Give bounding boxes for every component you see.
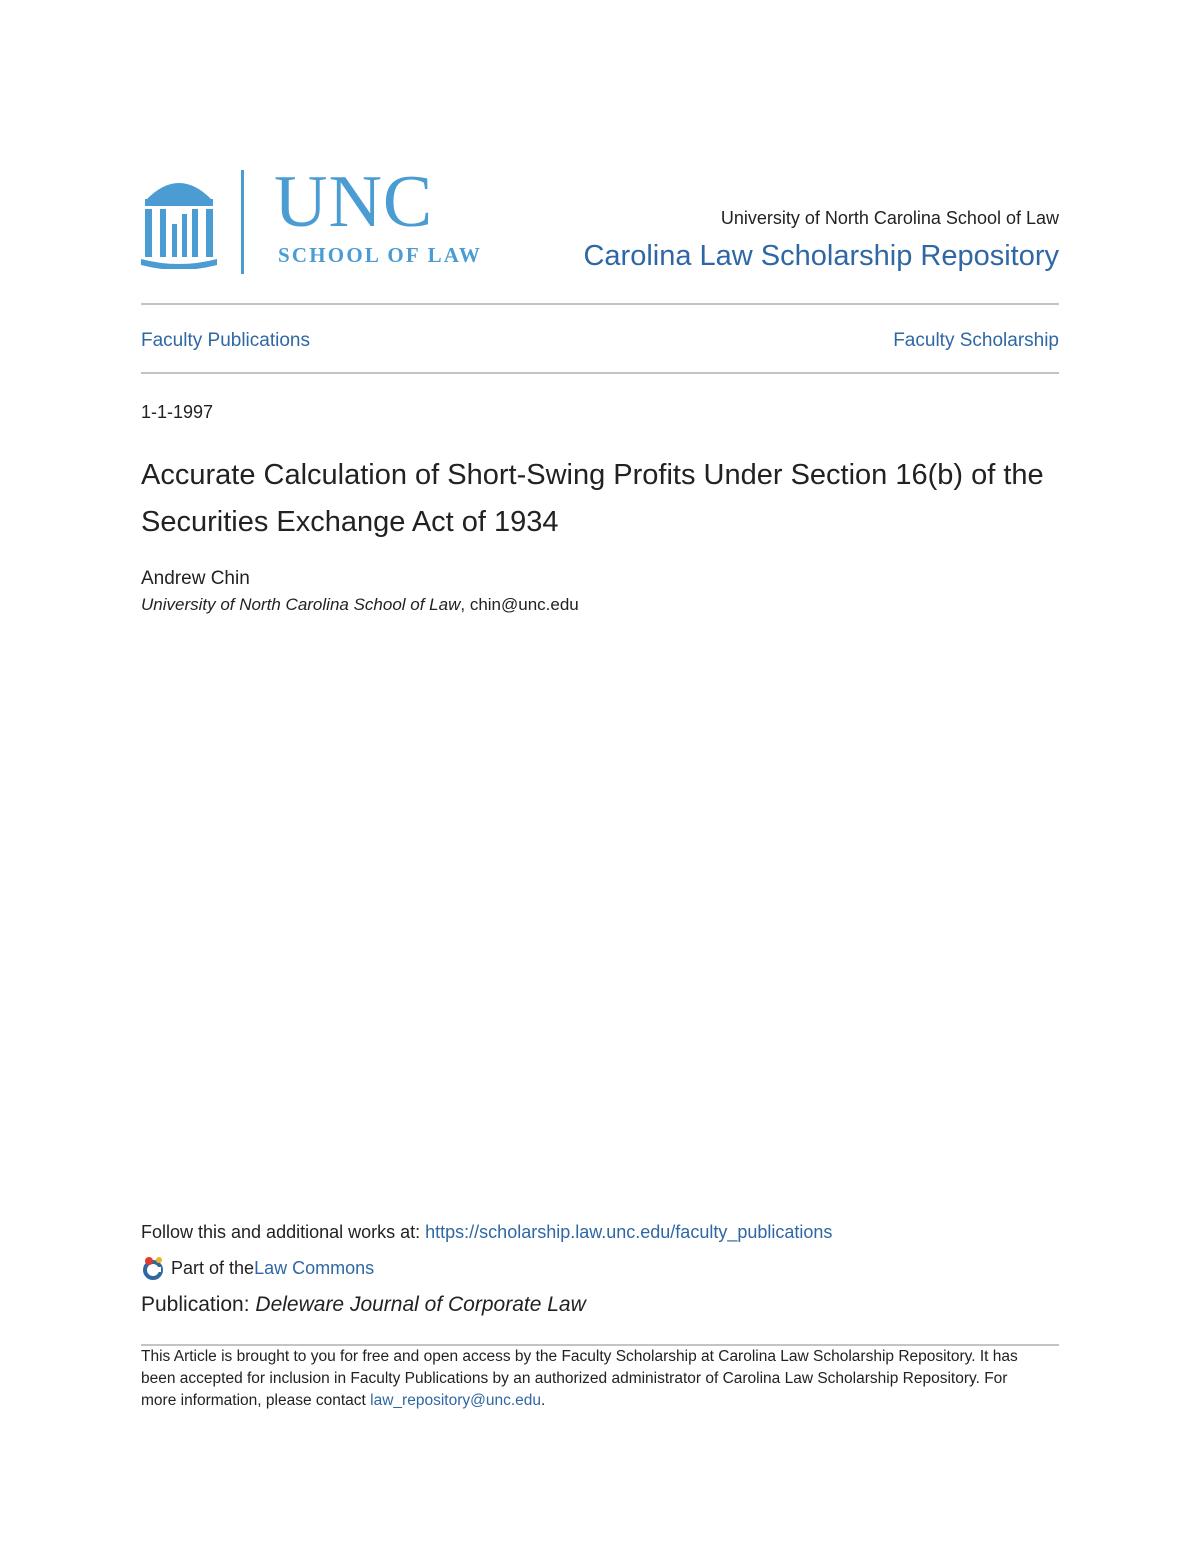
follow-line [141, 1222, 832, 1243]
notice-end: . [541, 1392, 546, 1409]
author-name[interactable]: Andrew Chin [141, 568, 250, 589]
access-notice [141, 1346, 1021, 1412]
logo-wordmark: UNC [274, 161, 434, 243]
follow-url-link[interactable]: https://scholarship.law.unc.edu/faculty_publications [425, 1222, 833, 1242]
law-commons-link[interactable]: Law Commons [254, 1257, 375, 1278]
publication-date: 1-1-1997 [141, 402, 214, 422]
divider-nav [141, 372, 1059, 374]
notice-text: This Article is brought to you for free and open access by the Faculty Scholarship at Carolina Law Scholarship Repository. It has been accepted for inclusion in Faculty Publications by an authorized administrator of Carolina Law Scholarship Repository. For more information, please contact [141, 1348, 1018, 1409]
follow-label: Follow this and additional works at: [141, 1222, 426, 1242]
logo-divider [241, 170, 244, 274]
old-well-icon [141, 169, 217, 269]
article-title: Accurate Calculation of Short-Swing Profits Under Section 16(b) of the Securities Exchange Act of 1934 [141, 459, 1044, 538]
commons-network-icon [141, 1256, 167, 1280]
affiliation-name: University of North Carolina School of Law [141, 595, 461, 614]
author-email: , chin@unc.edu [460, 595, 579, 614]
institution-name: University of North Carolina School of Law [720, 208, 1059, 228]
publication-name: Deleware Journal of Corporate Law [255, 1293, 586, 1316]
author-affiliation [141, 595, 579, 615]
publication-line [141, 1293, 586, 1317]
part-of-label: Part of the [171, 1257, 255, 1278]
logo-subtitle: SCHOOL OF LAW [278, 243, 483, 267]
faculty-publications-link[interactable]: Faculty Publications [141, 330, 310, 351]
unc-law-logo[interactable] [141, 161, 506, 275]
repository-link[interactable]: Carolina Law Scholarship Repository [583, 240, 1059, 272]
header [141, 160, 1059, 280]
faculty-scholarship-link[interactable]: Faculty Scholarship [893, 330, 1059, 351]
part-of-line [141, 1256, 374, 1280]
repository-email-link[interactable]: law_repository@unc.edu [370, 1392, 541, 1409]
publication-label: Publication: [141, 1293, 256, 1316]
divider-top [141, 303, 1059, 305]
